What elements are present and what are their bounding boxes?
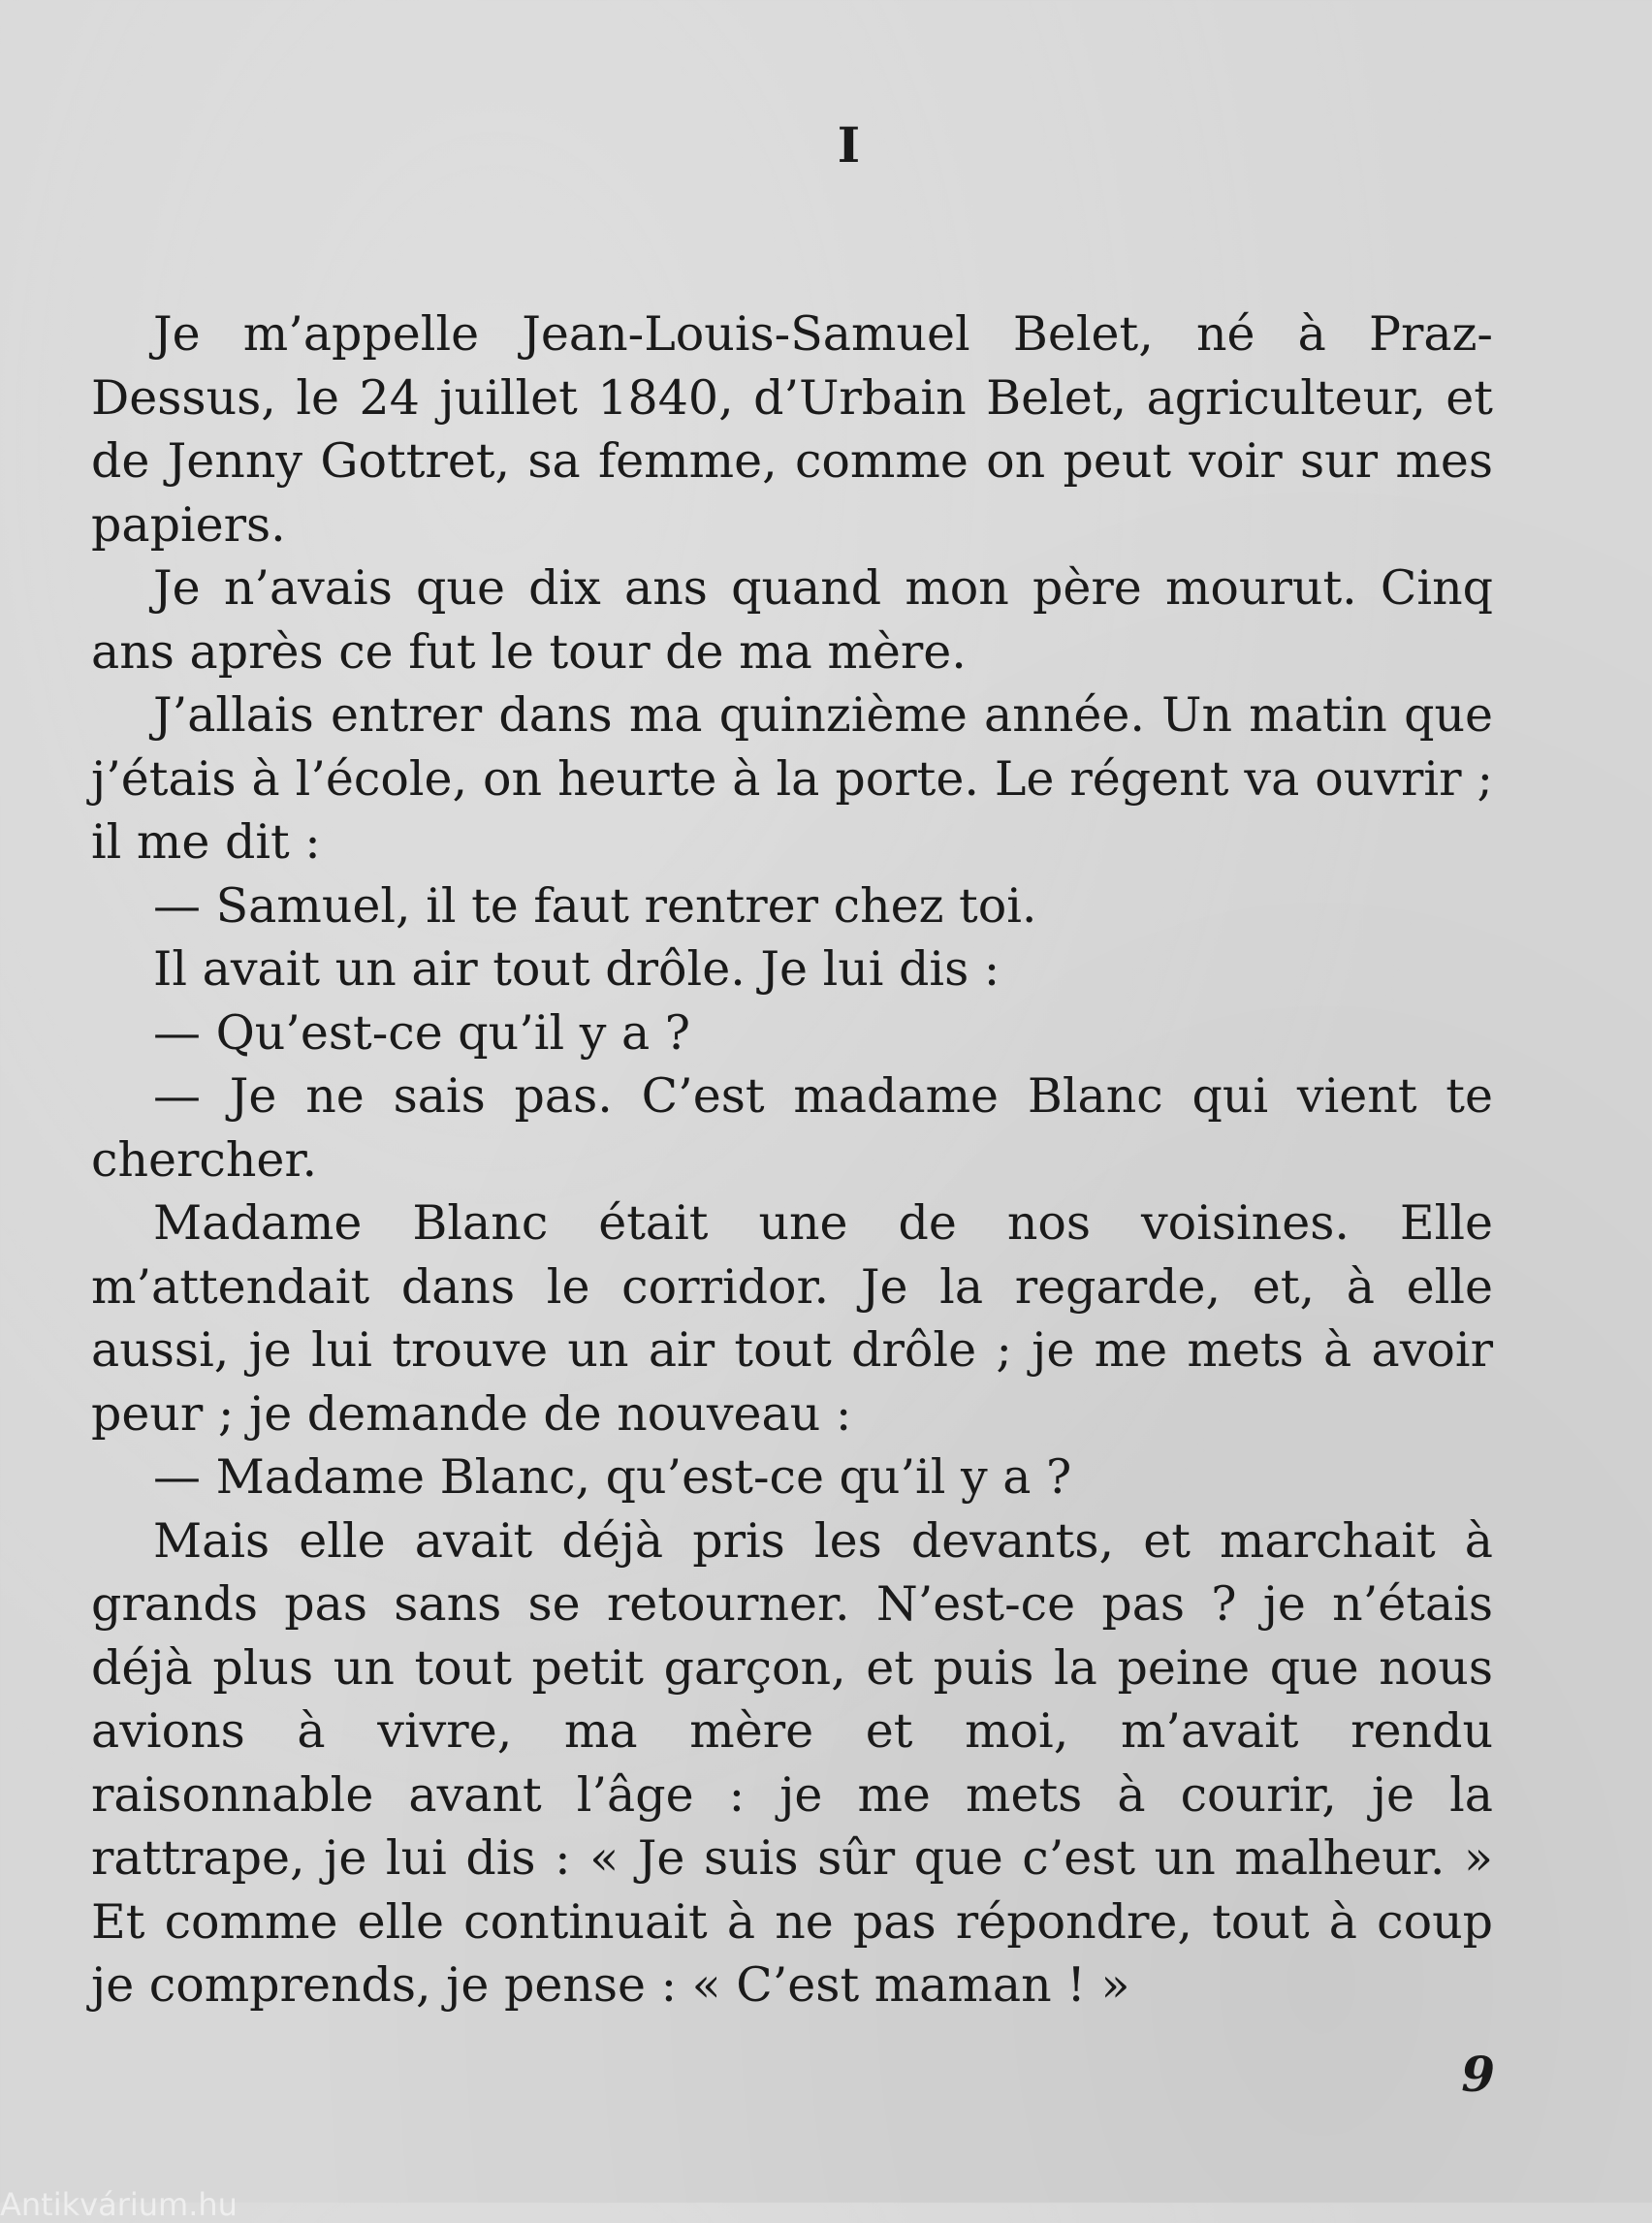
paragraph: Il avait un air tout drôle. Je lui dis : (153, 941, 1001, 997)
chapter-number: I (837, 116, 862, 174)
dialogue-line: — Qu’est-ce qu’il y a ? (153, 1004, 691, 1061)
dialogue-line: — Samuel, il te faut rentrer chez toi. (153, 877, 1037, 934)
page-number: 9 (1461, 2046, 1495, 2103)
dialogue-line: — Je ne sais pas. C’est madame Blanc qui vient te chercher. (91, 1068, 1493, 1188)
paragraph: Mais elle avait déjà pris les devants, et marchait à grands pas sans se retourner. N’est-ce pas ? je n’étais déjà plus un tout petit garçon, et puis la peine que nous avions à vivre, ma mère et moi, m’avait rendu raisonnable avant l’âge : je me mets à courir, je la rattrape, je lui dis : « Je suis sûr que c’est un malheur. » Et comme elle continuait à ne pas répondre, tout à coup je comprends, je pense : « C’est maman ! » (91, 1512, 1493, 2013)
paragraph: Madame Blanc était une de nos voisines. Elle m’attendait dans le corridor. Je la regarde, et, à elle aussi, je lui trouve un air tout drôle ; je me mets à avoir peur ; je demande de nouveau : (91, 1195, 1493, 1442)
body-text (91, 302, 1493, 2017)
paragraph: Je n’avais que dix ans quand mon père mourut. Cinq ans après ce fut le tour de ma mère. (91, 560, 1493, 680)
paragraph: Je m’appelle Jean-Louis-Samuel Belet, né à Praz-Dessus, le 24 juillet 1840, d’Urbain Belet, agriculteur, et de Jenny Gottret, sa femme, comme on peut voir sur mes papiers. (91, 306, 1493, 553)
paragraph: J’allais entrer dans ma quinzième année. Un matin que j’étais à l’école, on heurte à la porte. Le régent va ouvrir ; il me dit : (91, 687, 1493, 870)
dialogue-line: — Madame Blanc, qu’est-ce qu’il y a ? (153, 1449, 1072, 1505)
watermark: Antikvárium.hu (0, 2186, 238, 2223)
